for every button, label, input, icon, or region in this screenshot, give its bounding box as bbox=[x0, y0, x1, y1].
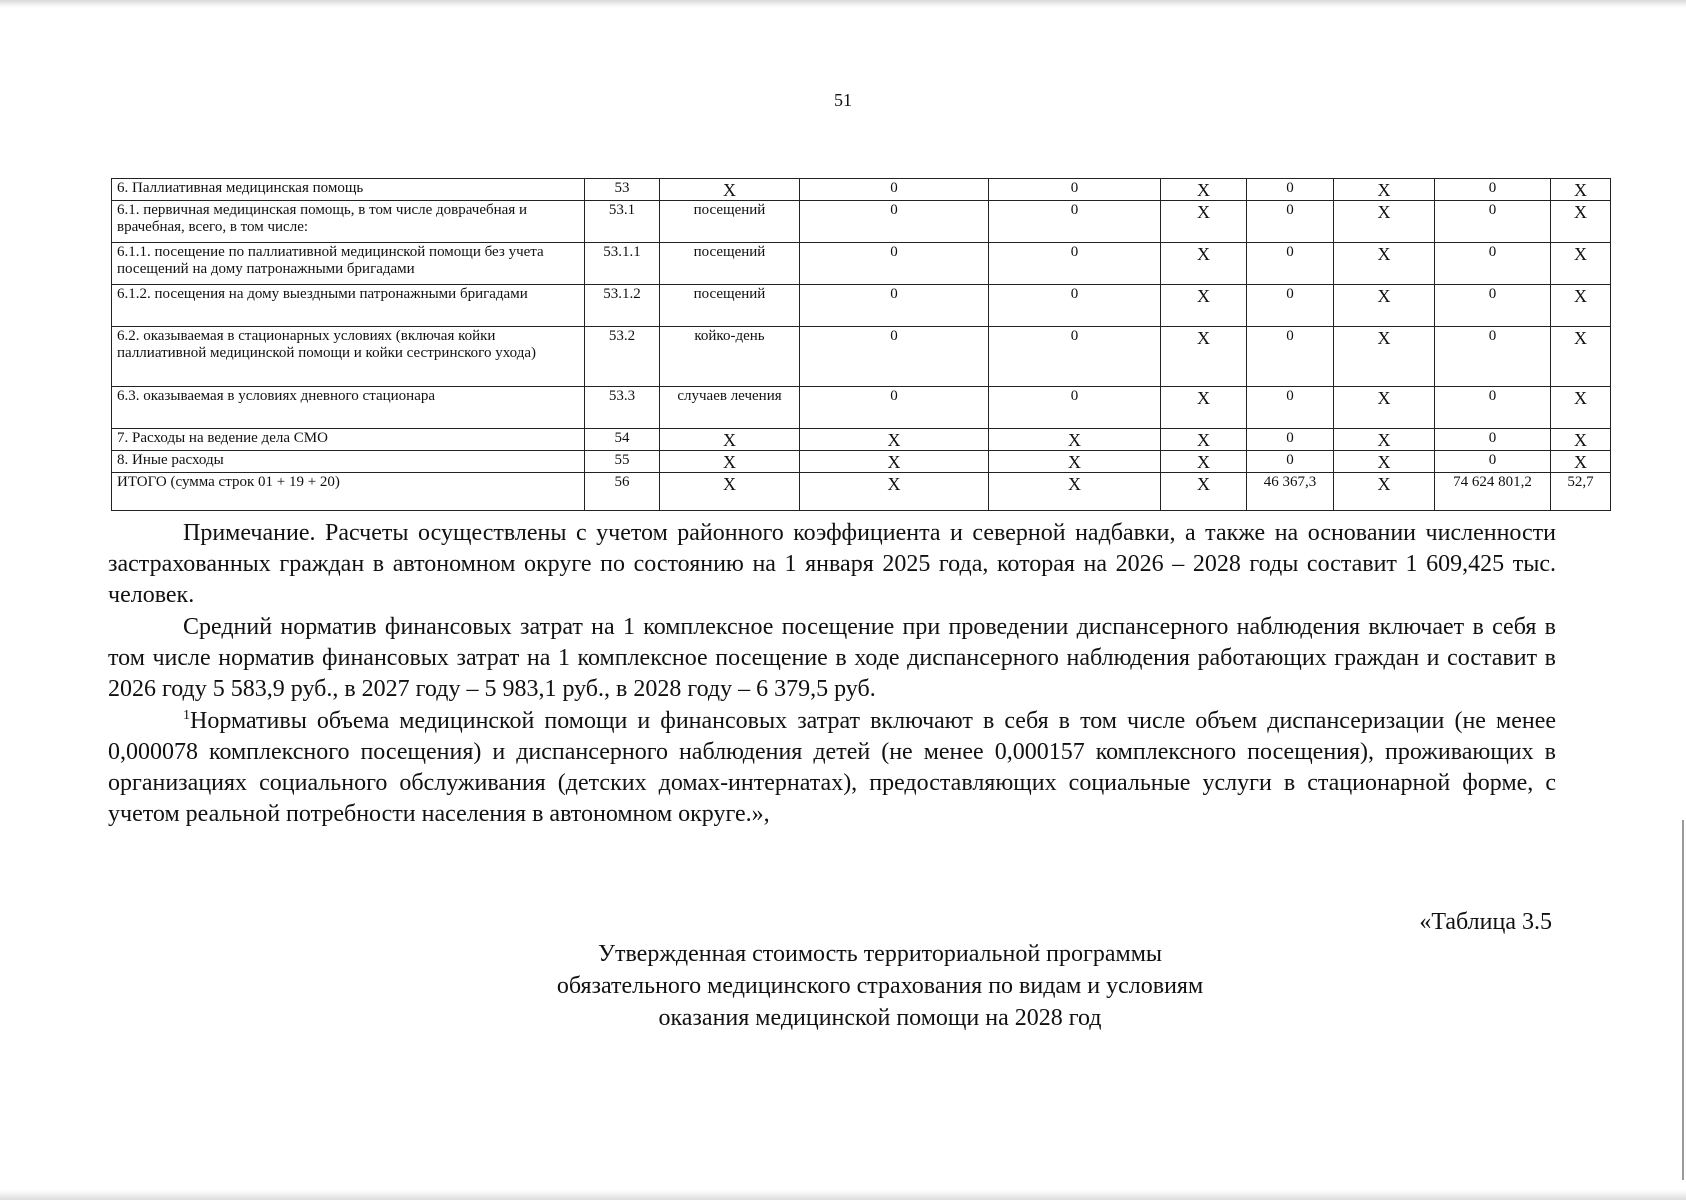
note-paragraph-2: Средний норматив финансовых затрат на 1 комплексное посещение при проведении диспансерного наблюдения включает в себя в том числе норматив финансовых затрат на 1 комплексное посещение в ходе диспансерного наблюдения работающих граждан и составит в 2026 году 5 583,9 руб., в 2027 году – 5 983,1 руб., в 2028 году – 6 379,5 руб. bbox=[108, 614, 1556, 702]
table-cell: 74 624 801,2 bbox=[1435, 473, 1551, 511]
table-cell: 0 bbox=[1247, 429, 1334, 451]
table-cell: X bbox=[660, 451, 800, 473]
table-cell: X bbox=[1551, 243, 1611, 285]
row-name-cell: ИТОГО (сумма строк 01 + 19 + 20) bbox=[112, 473, 585, 511]
table-cell: 0 bbox=[1247, 179, 1334, 201]
row-name-cell: 6.1.1. посещение по паллиативной медицинской помощи без учета посещений на дому патронажными бригадами bbox=[112, 243, 585, 285]
table-cell: X bbox=[1551, 327, 1611, 387]
note-paragraph-3 bbox=[108, 706, 1556, 830]
table-cell: 0 bbox=[1435, 285, 1551, 327]
table-cell: X bbox=[1161, 387, 1247, 429]
table-cell: X bbox=[1551, 387, 1611, 429]
scan-edge-right bbox=[1682, 820, 1684, 1180]
table-cell: 56 bbox=[585, 473, 660, 511]
table-cell: X bbox=[1551, 451, 1611, 473]
table-cell: 0 bbox=[1247, 327, 1334, 387]
table-row bbox=[112, 387, 1611, 429]
table-cell: 53.1.1 bbox=[585, 243, 660, 285]
table-cell: 0 bbox=[1435, 429, 1551, 451]
table-cell: 0 bbox=[800, 387, 989, 429]
table-cell: X bbox=[1334, 327, 1435, 387]
table-cell: 0 bbox=[1435, 451, 1551, 473]
table-cell: посещений bbox=[660, 285, 800, 327]
table-cell: X bbox=[1161, 429, 1247, 451]
table-cell: X bbox=[1334, 451, 1435, 473]
table-cell: 0 bbox=[989, 285, 1161, 327]
table-cell: X bbox=[1161, 243, 1247, 285]
page-number: 51 bbox=[834, 90, 852, 110]
table-row bbox=[112, 285, 1611, 327]
financing-table bbox=[111, 178, 1611, 511]
table-row bbox=[112, 243, 1611, 285]
table-cell: 0 bbox=[1435, 201, 1551, 243]
table-cell: 52,7 bbox=[1551, 473, 1611, 511]
row-name-cell: 6. Паллиативная медицинская помощь bbox=[112, 179, 585, 201]
table-cell: X bbox=[1551, 285, 1611, 327]
table-cell: 0 bbox=[989, 243, 1161, 285]
table-cell: X bbox=[989, 451, 1161, 473]
table-cell: X bbox=[1551, 429, 1611, 451]
table-cell: X bbox=[1334, 473, 1435, 511]
table-cell: X bbox=[800, 451, 989, 473]
row-name-cell: 6.2. оказываемая в стационарных условиях (включая койки паллиативной медицинской помощи и койки сестринского ухода) bbox=[112, 327, 585, 387]
table-cell: 53.1 bbox=[585, 201, 660, 243]
table-cell: койко-день bbox=[660, 327, 800, 387]
table-cell: X bbox=[1334, 243, 1435, 285]
table-cell: X bbox=[989, 473, 1161, 511]
table-cell: X bbox=[1334, 285, 1435, 327]
table-cell: 55 bbox=[585, 451, 660, 473]
table-cell: 0 bbox=[800, 179, 989, 201]
table-cell: X bbox=[660, 429, 800, 451]
table-reference: «Таблица 3.5 bbox=[1419, 909, 1552, 935]
table-cell: X bbox=[989, 429, 1161, 451]
table-cell: 53.3 bbox=[585, 387, 660, 429]
table-cell: X bbox=[1161, 285, 1247, 327]
table-cell: X bbox=[800, 473, 989, 511]
table-cell: 0 bbox=[1435, 327, 1551, 387]
table-row bbox=[112, 473, 1611, 511]
table-cell: X bbox=[660, 473, 800, 511]
row-name-cell: 6.1.2. посещения на дому выездными патронажными бригадами bbox=[112, 285, 585, 327]
table-cell: 0 bbox=[800, 243, 989, 285]
table-cell: X bbox=[660, 179, 800, 201]
heading-line-1: Утвержденная стоимость территориальной программы bbox=[598, 941, 1162, 967]
table-cell: 0 bbox=[1247, 243, 1334, 285]
table-cell: 53 bbox=[585, 179, 660, 201]
table-cell: 0 bbox=[989, 201, 1161, 243]
table-row bbox=[112, 179, 1611, 201]
notes-section bbox=[108, 518, 1556, 831]
row-name-cell: 6.1. первичная медицинская помощь, в том числе доврачебная и врачебная, всего, в том числе: bbox=[112, 201, 585, 243]
table-cell: X bbox=[1161, 327, 1247, 387]
table-cell: 46 367,3 bbox=[1247, 473, 1334, 511]
table-cell: посещений bbox=[660, 243, 800, 285]
row-name-cell: 7. Расходы на ведение дела СМО bbox=[112, 429, 585, 451]
table-cell: X bbox=[1161, 179, 1247, 201]
table-cell: посещений bbox=[660, 201, 800, 243]
table-cell: X bbox=[1334, 179, 1435, 201]
table-cell: X bbox=[1161, 451, 1247, 473]
table-heading bbox=[380, 938, 1380, 1034]
scan-edge-bottom bbox=[0, 1190, 1686, 1200]
table-cell: X bbox=[800, 429, 989, 451]
table-cell: 0 bbox=[1247, 451, 1334, 473]
scan-edge-top bbox=[0, 0, 1686, 8]
note-paragraph-1: Примечание. Расчеты осуществлены с учетом районного коэффициента и северной надбавки, а также на основании численности застрахованных граждан в автономном округе по состоянию на 1 января 2025 года, которая на 2026 – 2028 годы составит 1 609,425 тыс. человек. bbox=[108, 520, 1556, 608]
table-cell: 0 bbox=[800, 285, 989, 327]
table-cell: 53.1.2 bbox=[585, 285, 660, 327]
footnote-marker: 1 bbox=[183, 708, 190, 723]
table-cell: 54 bbox=[585, 429, 660, 451]
row-name-cell: 6.3. оказываемая в условиях дневного стационара bbox=[112, 387, 585, 429]
table-cell: X bbox=[1334, 387, 1435, 429]
table-row bbox=[112, 451, 1611, 473]
table-row bbox=[112, 327, 1611, 387]
table-cell: 0 bbox=[989, 327, 1161, 387]
table-cell: 0 bbox=[1435, 243, 1551, 285]
table-cell: X bbox=[1551, 179, 1611, 201]
table-cell: случаев лечения bbox=[660, 387, 800, 429]
table-cell: 0 bbox=[989, 387, 1161, 429]
table-cell: 0 bbox=[1435, 179, 1551, 201]
table-row bbox=[112, 429, 1611, 451]
table-cell: 0 bbox=[1435, 387, 1551, 429]
table-body bbox=[112, 179, 1611, 511]
table-cell: 0 bbox=[800, 327, 989, 387]
heading-line-3: оказания медицинской помощи на 2028 год bbox=[658, 1005, 1102, 1031]
table-cell: 53.2 bbox=[585, 327, 660, 387]
table-cell: X bbox=[1334, 201, 1435, 243]
table-cell: X bbox=[1161, 201, 1247, 243]
note-paragraph-3-text: Нормативы объема медицинской помощи и финансовых затрат включают в себя в том числе объем диспансеризации (не менее 0,000078 комплексного посещения) и диспансерного наблюдения детей (не менее 0,000157 комплексного посещения), проживающих в организациях социального обслуживания (детских домах-интернатах), предоставляющих социальные услуги в стационарной форме, с учетом реальной потребности населения в автономном округе.», bbox=[108, 708, 1556, 827]
table-cell: X bbox=[1334, 429, 1435, 451]
table-cell: 0 bbox=[1247, 387, 1334, 429]
table-cell: 0 bbox=[800, 201, 989, 243]
row-name-cell: 8. Иные расходы bbox=[112, 451, 585, 473]
table-cell: 0 bbox=[1247, 285, 1334, 327]
table-cell: X bbox=[1161, 473, 1247, 511]
table-cell: 0 bbox=[1247, 201, 1334, 243]
table-row bbox=[112, 201, 1611, 243]
table-cell: X bbox=[1551, 201, 1611, 243]
table-cell: 0 bbox=[989, 179, 1161, 201]
heading-line-2: обязательного медицинского страхования по видам и условиям bbox=[556, 973, 1204, 999]
